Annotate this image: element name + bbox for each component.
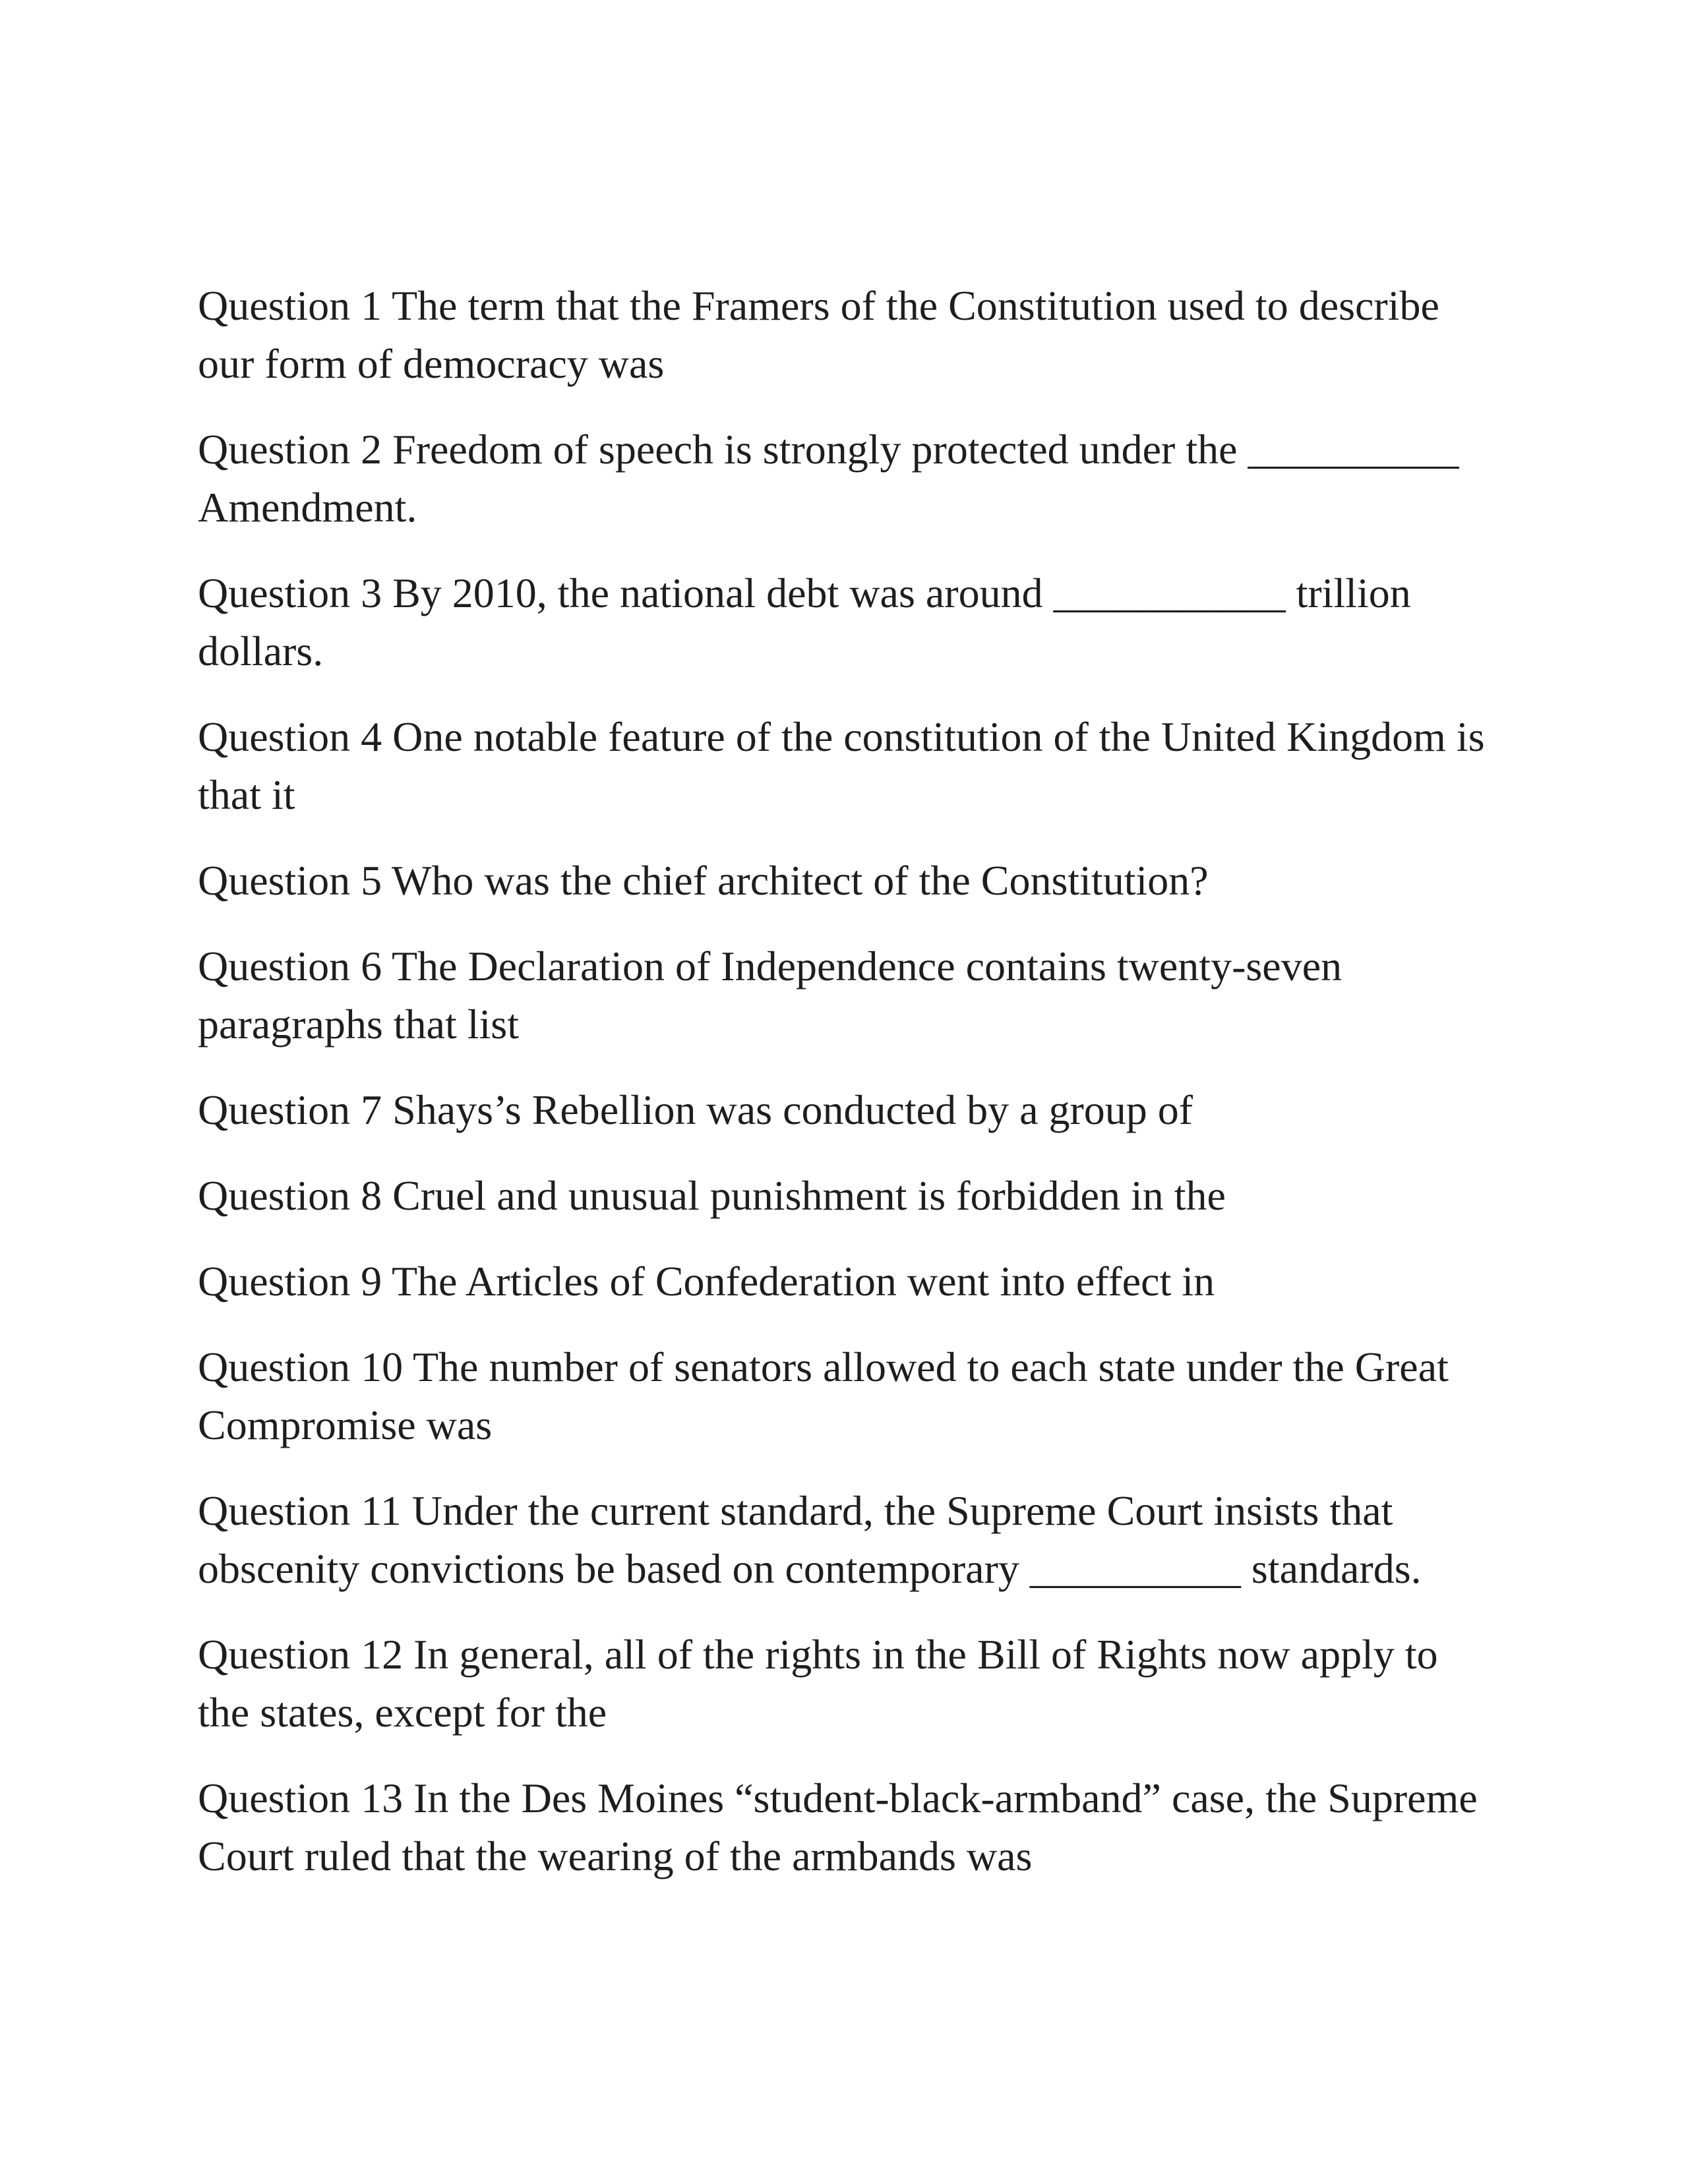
question-5: Question 5 Who was the chief architect of the Constitution?: [198, 857, 1209, 904]
question-4: Question 4 One notable feature of the constitution of the United Kingdom is that it: [198, 713, 1485, 818]
question-8: Question 8 Cruel and unusual punishment is forbidden in the: [198, 1172, 1226, 1219]
question-2: Question 2 Freedom of speech is strongly protected under the __________ Amendment.: [198, 426, 1459, 531]
question-7: Question 7 Shays’s Rebellion was conducted by a group of: [198, 1086, 1193, 1133]
question-3: Question 3 By 2010, the national debt was around ___________ trillion dollars.: [198, 570, 1411, 674]
question-list: [198, 277, 1490, 1913]
question-11: Question 11 Under the current standard, the Supreme Court insists that obscenity convictions be based on contemporary __________ standards.: [198, 1487, 1422, 1592]
question-12: Question 12 In general, all of the rights in the Bill of Rights now apply to the states, except for the: [198, 1631, 1438, 1736]
question-9: Question 9 The Articles of Confederation went into effect in: [198, 1258, 1215, 1305]
question-13: Question 13 In the Des Moines “student-black-armband” case, the Supreme Court ruled that the wearing of the armbands was: [198, 1775, 1478, 1879]
question-1: Question 1 The term that the Framers of the Constitution used to describe our form of democracy was: [198, 282, 1439, 387]
question-6: Question 6 The Declaration of Independence contains twenty-seven paragraphs that list: [198, 943, 1342, 1048]
question-10: Question 10 The number of senators allowed to each state under the Great Compromise was: [198, 1343, 1449, 1448]
